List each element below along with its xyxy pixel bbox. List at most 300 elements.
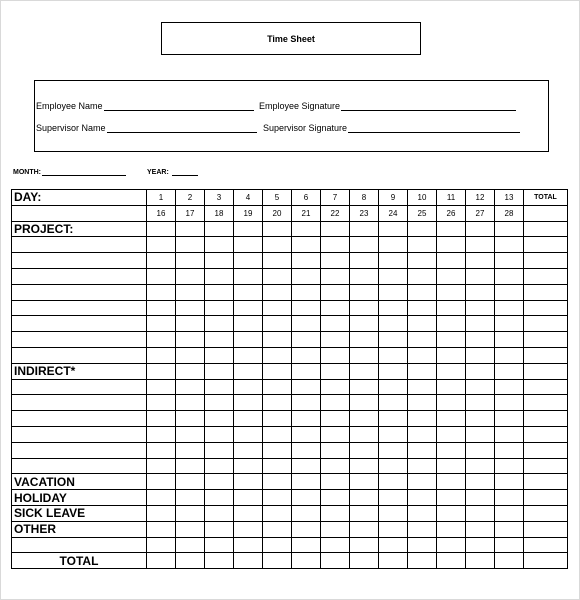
hours-cell[interactable] — [234, 442, 263, 458]
row-total-cell[interactable] — [524, 505, 568, 521]
hours-cell[interactable] — [292, 505, 321, 521]
row-total-cell[interactable] — [524, 411, 568, 427]
hours-cell[interactable] — [495, 253, 524, 269]
row-total-cell[interactable] — [524, 379, 568, 395]
hours-cell[interactable] — [495, 379, 524, 395]
hours-cell[interactable] — [321, 284, 350, 300]
hours-cell[interactable] — [263, 553, 292, 569]
row-total-cell[interactable] — [524, 426, 568, 442]
hours-cell[interactable] — [466, 474, 495, 490]
hours-cell[interactable] — [350, 426, 379, 442]
hours-cell[interactable] — [437, 253, 466, 269]
hours-cell[interactable] — [350, 411, 379, 427]
hours-cell[interactable] — [147, 221, 176, 237]
hours-cell[interactable] — [234, 395, 263, 411]
hours-cell[interactable] — [147, 474, 176, 490]
hours-cell[interactable] — [495, 300, 524, 316]
hours-cell[interactable] — [176, 505, 205, 521]
hours-cell[interactable] — [466, 521, 495, 537]
hours-cell[interactable] — [350, 490, 379, 506]
hours-cell[interactable] — [466, 505, 495, 521]
hours-cell[interactable] — [321, 253, 350, 269]
hours-cell[interactable] — [263, 426, 292, 442]
hours-cell[interactable] — [466, 553, 495, 569]
hours-cell[interactable] — [437, 268, 466, 284]
row-total-cell[interactable] — [524, 253, 568, 269]
row-total-cell[interactable] — [524, 553, 568, 569]
hours-cell[interactable] — [350, 316, 379, 332]
hours-cell[interactable] — [147, 237, 176, 253]
hours-cell[interactable] — [495, 363, 524, 379]
hours-cell[interactable] — [234, 411, 263, 427]
hours-cell[interactable] — [263, 521, 292, 537]
hours-cell[interactable] — [408, 521, 437, 537]
hours-cell[interactable] — [466, 237, 495, 253]
hours-cell[interactable] — [466, 537, 495, 553]
hours-cell[interactable] — [176, 537, 205, 553]
hours-cell[interactable] — [205, 347, 234, 363]
hours-cell[interactable] — [408, 505, 437, 521]
hours-cell[interactable] — [379, 505, 408, 521]
hours-cell[interactable] — [147, 395, 176, 411]
hours-cell[interactable] — [466, 411, 495, 427]
hours-cell[interactable] — [495, 505, 524, 521]
hours-cell[interactable] — [321, 553, 350, 569]
row-total-cell[interactable] — [524, 316, 568, 332]
hours-cell[interactable] — [466, 458, 495, 474]
hours-cell[interactable] — [176, 300, 205, 316]
hours-cell[interactable] — [292, 268, 321, 284]
hours-cell[interactable] — [147, 300, 176, 316]
hours-cell[interactable] — [321, 332, 350, 348]
hours-cell[interactable] — [466, 363, 495, 379]
hours-cell[interactable] — [263, 347, 292, 363]
hours-cell[interactable] — [234, 237, 263, 253]
hours-cell[interactable] — [495, 490, 524, 506]
hours-cell[interactable] — [466, 490, 495, 506]
hours-cell[interactable] — [437, 347, 466, 363]
hours-cell[interactable] — [437, 221, 466, 237]
hours-cell[interactable] — [263, 379, 292, 395]
hours-cell[interactable] — [205, 363, 234, 379]
hours-cell[interactable] — [147, 505, 176, 521]
hours-cell[interactable] — [205, 426, 234, 442]
month-field[interactable] — [13, 169, 126, 176]
hours-cell[interactable] — [495, 474, 524, 490]
hours-cell[interactable] — [379, 332, 408, 348]
hours-cell[interactable] — [408, 411, 437, 427]
hours-cell[interactable] — [263, 411, 292, 427]
hours-cell[interactable] — [379, 395, 408, 411]
hours-cell[interactable] — [466, 300, 495, 316]
hours-cell[interactable] — [176, 411, 205, 427]
hours-cell[interactable] — [234, 316, 263, 332]
hours-cell[interactable] — [147, 268, 176, 284]
hours-cell[interactable] — [292, 521, 321, 537]
hours-cell[interactable] — [234, 490, 263, 506]
hours-cell[interactable] — [147, 332, 176, 348]
hours-cell[interactable] — [263, 474, 292, 490]
hours-cell[interactable] — [321, 505, 350, 521]
hours-cell[interactable] — [350, 253, 379, 269]
hours-cell[interactable] — [147, 521, 176, 537]
row-total-cell[interactable] — [524, 458, 568, 474]
hours-cell[interactable] — [379, 253, 408, 269]
hours-cell[interactable] — [379, 379, 408, 395]
hours-cell[interactable] — [147, 426, 176, 442]
hours-cell[interactable] — [350, 237, 379, 253]
hours-cell[interactable] — [292, 395, 321, 411]
hours-cell[interactable] — [408, 300, 437, 316]
hours-cell[interactable] — [495, 332, 524, 348]
hours-cell[interactable] — [466, 379, 495, 395]
hours-cell[interactable] — [466, 268, 495, 284]
hours-cell[interactable] — [408, 490, 437, 506]
hours-cell[interactable] — [437, 316, 466, 332]
hours-cell[interactable] — [292, 426, 321, 442]
hours-cell[interactable] — [408, 426, 437, 442]
hours-cell[interactable] — [321, 474, 350, 490]
hours-cell[interactable] — [466, 253, 495, 269]
hours-cell[interactable] — [263, 395, 292, 411]
hours-cell[interactable] — [379, 363, 408, 379]
hours-cell[interactable] — [263, 221, 292, 237]
hours-cell[interactable] — [350, 332, 379, 348]
hours-cell[interactable] — [321, 347, 350, 363]
hours-cell[interactable] — [205, 553, 234, 569]
hours-cell[interactable] — [495, 268, 524, 284]
hours-cell[interactable] — [495, 537, 524, 553]
hours-cell[interactable] — [408, 537, 437, 553]
hours-cell[interactable] — [176, 363, 205, 379]
hours-cell[interactable] — [379, 474, 408, 490]
hours-cell[interactable] — [437, 379, 466, 395]
hours-cell[interactable] — [205, 411, 234, 427]
hours-cell[interactable] — [408, 253, 437, 269]
hours-cell[interactable] — [147, 553, 176, 569]
hours-cell[interactable] — [176, 332, 205, 348]
hours-cell[interactable] — [292, 253, 321, 269]
hours-cell[interactable] — [292, 221, 321, 237]
hours-cell[interactable] — [234, 221, 263, 237]
hours-cell[interactable] — [408, 347, 437, 363]
hours-cell[interactable] — [437, 237, 466, 253]
supervisor-name-field[interactable] — [36, 123, 257, 133]
hours-cell[interactable] — [408, 363, 437, 379]
hours-cell[interactable] — [147, 316, 176, 332]
hours-cell[interactable] — [437, 474, 466, 490]
row-total-cell[interactable] — [524, 395, 568, 411]
row-total-cell[interactable] — [524, 521, 568, 537]
hours-cell[interactable] — [495, 237, 524, 253]
hours-cell[interactable] — [263, 300, 292, 316]
hours-cell[interactable] — [205, 237, 234, 253]
hours-cell[interactable] — [408, 316, 437, 332]
hours-cell[interactable] — [350, 553, 379, 569]
hours-cell[interactable] — [321, 442, 350, 458]
hours-cell[interactable] — [321, 537, 350, 553]
hours-cell[interactable] — [176, 521, 205, 537]
hours-cell[interactable] — [408, 553, 437, 569]
hours-cell[interactable] — [408, 237, 437, 253]
hours-cell[interactable] — [176, 442, 205, 458]
hours-cell[interactable] — [176, 221, 205, 237]
hours-cell[interactable] — [495, 395, 524, 411]
hours-cell[interactable] — [147, 253, 176, 269]
hours-cell[interactable] — [176, 253, 205, 269]
hours-cell[interactable] — [350, 268, 379, 284]
hours-cell[interactable] — [408, 379, 437, 395]
hours-cell[interactable] — [234, 363, 263, 379]
hours-cell[interactable] — [147, 490, 176, 506]
hours-cell[interactable] — [263, 268, 292, 284]
hours-cell[interactable] — [379, 553, 408, 569]
hours-cell[interactable] — [321, 363, 350, 379]
hours-cell[interactable] — [234, 332, 263, 348]
hours-cell[interactable] — [350, 521, 379, 537]
hours-cell[interactable] — [437, 332, 466, 348]
hours-cell[interactable] — [350, 379, 379, 395]
hours-cell[interactable] — [437, 300, 466, 316]
row-total-cell[interactable] — [524, 363, 568, 379]
hours-cell[interactable] — [437, 521, 466, 537]
row-total-cell[interactable] — [524, 442, 568, 458]
hours-cell[interactable] — [408, 442, 437, 458]
hours-cell[interactable] — [292, 490, 321, 506]
hours-cell[interactable] — [263, 442, 292, 458]
hours-cell[interactable] — [176, 316, 205, 332]
hours-cell[interactable] — [495, 553, 524, 569]
hours-cell[interactable] — [205, 332, 234, 348]
hours-cell[interactable] — [176, 474, 205, 490]
hours-cell[interactable] — [408, 395, 437, 411]
row-total-cell[interactable] — [524, 237, 568, 253]
hours-cell[interactable] — [321, 268, 350, 284]
hours-cell[interactable] — [263, 490, 292, 506]
hours-cell[interactable] — [350, 442, 379, 458]
hours-cell[interactable] — [350, 395, 379, 411]
hours-cell[interactable] — [379, 300, 408, 316]
hours-cell[interactable] — [176, 426, 205, 442]
hours-cell[interactable] — [176, 490, 205, 506]
hours-cell[interactable] — [263, 458, 292, 474]
hours-cell[interactable] — [321, 395, 350, 411]
hours-cell[interactable] — [495, 442, 524, 458]
hours-cell[interactable] — [408, 284, 437, 300]
hours-cell[interactable] — [466, 221, 495, 237]
hours-cell[interactable] — [437, 505, 466, 521]
hours-cell[interactable] — [379, 316, 408, 332]
hours-cell[interactable] — [379, 237, 408, 253]
hours-cell[interactable] — [437, 537, 466, 553]
hours-cell[interactable] — [495, 347, 524, 363]
hours-cell[interactable] — [205, 284, 234, 300]
hours-cell[interactable] — [147, 363, 176, 379]
row-total-cell[interactable] — [524, 347, 568, 363]
hours-cell[interactable] — [437, 458, 466, 474]
hours-cell[interactable] — [176, 284, 205, 300]
hours-cell[interactable] — [292, 442, 321, 458]
hours-cell[interactable] — [379, 347, 408, 363]
hours-cell[interactable] — [321, 300, 350, 316]
hours-cell[interactable] — [263, 237, 292, 253]
hours-cell[interactable] — [205, 395, 234, 411]
hours-cell[interactable] — [321, 490, 350, 506]
hours-cell[interactable] — [176, 237, 205, 253]
hours-cell[interactable] — [292, 300, 321, 316]
hours-cell[interactable] — [234, 253, 263, 269]
hours-cell[interactable] — [205, 442, 234, 458]
hours-cell[interactable] — [350, 221, 379, 237]
hours-cell[interactable] — [495, 221, 524, 237]
hours-cell[interactable] — [321, 411, 350, 427]
hours-cell[interactable] — [437, 553, 466, 569]
hours-cell[interactable] — [292, 363, 321, 379]
hours-cell[interactable] — [437, 490, 466, 506]
hours-cell[interactable] — [263, 253, 292, 269]
hours-cell[interactable] — [292, 237, 321, 253]
hours-cell[interactable] — [205, 268, 234, 284]
hours-cell[interactable] — [263, 537, 292, 553]
hours-cell[interactable] — [205, 521, 234, 537]
hours-cell[interactable] — [379, 426, 408, 442]
row-total-cell[interactable] — [524, 537, 568, 553]
hours-cell[interactable] — [292, 284, 321, 300]
hours-cell[interactable] — [350, 458, 379, 474]
hours-cell[interactable] — [147, 442, 176, 458]
hours-cell[interactable] — [205, 221, 234, 237]
hours-cell[interactable] — [234, 521, 263, 537]
hours-cell[interactable] — [234, 537, 263, 553]
hours-cell[interactable] — [234, 284, 263, 300]
hours-cell[interactable] — [350, 537, 379, 553]
hours-cell[interactable] — [379, 458, 408, 474]
hours-cell[interactable] — [263, 363, 292, 379]
hours-cell[interactable] — [205, 505, 234, 521]
hours-cell[interactable] — [350, 284, 379, 300]
hours-cell[interactable] — [147, 411, 176, 427]
hours-cell[interactable] — [147, 347, 176, 363]
hours-cell[interactable] — [379, 442, 408, 458]
hours-cell[interactable] — [379, 284, 408, 300]
hours-cell[interactable] — [321, 316, 350, 332]
hours-cell[interactable] — [292, 553, 321, 569]
hours-cell[interactable] — [321, 521, 350, 537]
hours-cell[interactable] — [408, 268, 437, 284]
employee-name-field[interactable] — [36, 101, 254, 111]
supervisor-signature-field[interactable] — [263, 123, 520, 133]
row-total-cell[interactable] — [524, 300, 568, 316]
hours-cell[interactable] — [176, 268, 205, 284]
hours-cell[interactable] — [205, 300, 234, 316]
hours-cell[interactable] — [408, 332, 437, 348]
hours-cell[interactable] — [234, 505, 263, 521]
hours-cell[interactable] — [321, 221, 350, 237]
hours-cell[interactable] — [147, 284, 176, 300]
hours-cell[interactable] — [379, 221, 408, 237]
row-total-cell[interactable] — [524, 284, 568, 300]
hours-cell[interactable] — [205, 537, 234, 553]
hours-cell[interactable] — [292, 316, 321, 332]
hours-cell[interactable] — [176, 458, 205, 474]
hours-cell[interactable] — [408, 221, 437, 237]
row-total-cell[interactable] — [524, 268, 568, 284]
hours-cell[interactable] — [234, 474, 263, 490]
hours-cell[interactable] — [437, 284, 466, 300]
row-total-cell[interactable] — [524, 474, 568, 490]
hours-cell[interactable] — [263, 332, 292, 348]
hours-cell[interactable] — [466, 316, 495, 332]
hours-cell[interactable] — [292, 347, 321, 363]
hours-cell[interactable] — [379, 537, 408, 553]
hours-cell[interactable] — [379, 521, 408, 537]
hours-cell[interactable] — [437, 442, 466, 458]
hours-cell[interactable] — [321, 379, 350, 395]
hours-cell[interactable] — [176, 379, 205, 395]
hours-cell[interactable] — [466, 442, 495, 458]
hours-cell[interactable] — [466, 284, 495, 300]
hours-cell[interactable] — [350, 363, 379, 379]
hours-cell[interactable] — [292, 332, 321, 348]
hours-cell[interactable] — [147, 458, 176, 474]
row-total-cell[interactable] — [524, 332, 568, 348]
hours-cell[interactable] — [205, 490, 234, 506]
hours-cell[interactable] — [466, 426, 495, 442]
hours-cell[interactable] — [176, 395, 205, 411]
hours-cell[interactable] — [292, 537, 321, 553]
hours-cell[interactable] — [379, 411, 408, 427]
hours-cell[interactable] — [379, 268, 408, 284]
hours-cell[interactable] — [205, 458, 234, 474]
hours-cell[interactable] — [437, 411, 466, 427]
hours-cell[interactable] — [292, 379, 321, 395]
hours-cell[interactable] — [437, 395, 466, 411]
hours-cell[interactable] — [379, 490, 408, 506]
row-total-cell[interactable] — [524, 221, 568, 237]
hours-cell[interactable] — [495, 521, 524, 537]
hours-cell[interactable] — [205, 379, 234, 395]
hours-cell[interactable] — [147, 537, 176, 553]
hours-cell[interactable] — [263, 316, 292, 332]
hours-cell[interactable] — [495, 316, 524, 332]
hours-cell[interactable] — [292, 458, 321, 474]
hours-cell[interactable] — [205, 253, 234, 269]
hours-cell[interactable] — [495, 284, 524, 300]
hours-cell[interactable] — [437, 426, 466, 442]
hours-cell[interactable] — [437, 363, 466, 379]
hours-cell[interactable] — [350, 474, 379, 490]
hours-cell[interactable] — [495, 458, 524, 474]
hours-cell[interactable] — [147, 379, 176, 395]
hours-cell[interactable] — [321, 237, 350, 253]
hours-cell[interactable] — [495, 411, 524, 427]
hours-cell[interactable] — [321, 458, 350, 474]
hours-cell[interactable] — [321, 426, 350, 442]
hours-cell[interactable] — [205, 316, 234, 332]
hours-cell[interactable] — [263, 284, 292, 300]
hours-cell[interactable] — [263, 505, 292, 521]
hours-cell[interactable] — [350, 300, 379, 316]
year-field[interactable] — [147, 169, 198, 176]
hours-cell[interactable] — [466, 332, 495, 348]
hours-cell[interactable] — [292, 474, 321, 490]
hours-cell[interactable] — [234, 300, 263, 316]
hours-cell[interactable] — [234, 458, 263, 474]
hours-cell[interactable] — [234, 268, 263, 284]
employee-signature-field[interactable] — [259, 101, 516, 111]
hours-cell[interactable] — [292, 411, 321, 427]
hours-cell[interactable] — [466, 395, 495, 411]
